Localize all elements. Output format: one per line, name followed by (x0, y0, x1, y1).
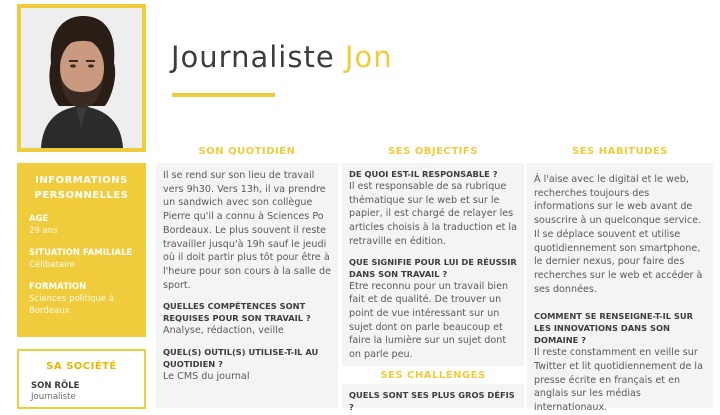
age-value: 29 ans (29, 226, 58, 236)
objectifs-answer-2: Etre reconnu pour un travail bien fait et de qualité. De trouver un point de vue intéressant sur un sujet dont on parle beaucoup et faire la lumière sur un sujet dont on parle peu. (349, 280, 509, 361)
quotidien-intro: Il se rend sur son lieu de travail vers 9h30. Vers 13h, il va prendre un sandwich avec son collègue Pierre qu'il a connu à Sciences Po Bordeaux. Le plus souvent il reste travailler jusqu'à 19h sauf le jeudi où il doit partir plus tôt pour être à l'heure pour son cours à la salle de sport. (163, 170, 331, 291)
education-label: FORMATION (29, 282, 87, 292)
objectifs-column (342, 163, 524, 366)
quotidien-answer-2: Le CMS du journal (163, 371, 250, 383)
habitudes-question-1: COMMENT SE RENSEIGNE-T-IL SUR LES INNOVATIONS DANS SON DOMAINE ? (534, 311, 693, 346)
title-underline (172, 93, 275, 97)
family-status-value: Célibataire (29, 260, 75, 270)
quotidien-column (156, 163, 338, 408)
habitudes-answer-1: Il reste constamment en veille sur Twitter et lit quotidiennement de la presse écrite en français et en anglais sur les médias internationaux. (534, 347, 703, 414)
company-card-title: SA SOCIÉTÉ (46, 361, 117, 372)
quotidien-question-1: QUELLES COMPÉTENCES SONT REQUISES POUR SON TRAVAIL ? (163, 301, 311, 324)
age-label: AGE (29, 214, 49, 224)
role-value: Journaliste (31, 392, 76, 402)
objectifs-heading: SES OBJECTIFS (388, 146, 478, 157)
profile-photo (17, 4, 146, 152)
family-status-label: SITUATION FAMILIALE (29, 248, 133, 258)
title-main: Journaliste (171, 40, 345, 74)
education-value: Sciences politique à Bordeaux (29, 294, 115, 316)
quotidien-answer-1: Analyse, rédaction, veille (163, 325, 284, 337)
role-label: SON RÔLE (31, 381, 80, 391)
personal-info-title: INFORMATIONS PERSONNELLES (34, 175, 129, 201)
portrait-photo (21, 8, 142, 148)
page-title (171, 40, 393, 74)
challenges-heading: SES CHALLENGES (380, 370, 486, 381)
title-accent: Jon (344, 40, 393, 74)
habitudes-column (527, 163, 713, 414)
habitudes-heading: SES HABITUDES (572, 146, 668, 157)
challenges-question-1: QUELS SONT SES PLUS GROS DÉFIS ? (349, 390, 515, 412)
quotidien-heading: SON QUOTIDIEN (198, 146, 296, 157)
company-card (17, 349, 146, 409)
habitudes-intro: À l'aise avec le digital et le web, recherches toujours des informations sur le web avant de souscrire à un quelconque service. Il se déplace souvent et utilise quotidiennement son smartphone, le dernier nexus, pour faire des recherches sur le web et accéder à ses données. (534, 174, 703, 295)
objectifs-question-1: DE QUOI EST-IL RESPONSABLE ? (349, 169, 498, 179)
challenges-column (342, 384, 524, 412)
objectifs-answer-1: Il est responsable de sa rubrique thématique sur le web et sur le papier, il est chargé de relayer les articles choisis à la traduction et la retraville en édition. (349, 181, 517, 247)
objectifs-question-2: QUE SIGNIFIE POUR LUI DE RÉUSSIR DANS SON TRAVAIL ? (349, 256, 517, 279)
personal-info-card (17, 163, 146, 337)
quotidien-question-2: QUEL(S) OUTIL(S) UTILISE-T-IL AU QUOTIDIEN ? (163, 347, 319, 370)
